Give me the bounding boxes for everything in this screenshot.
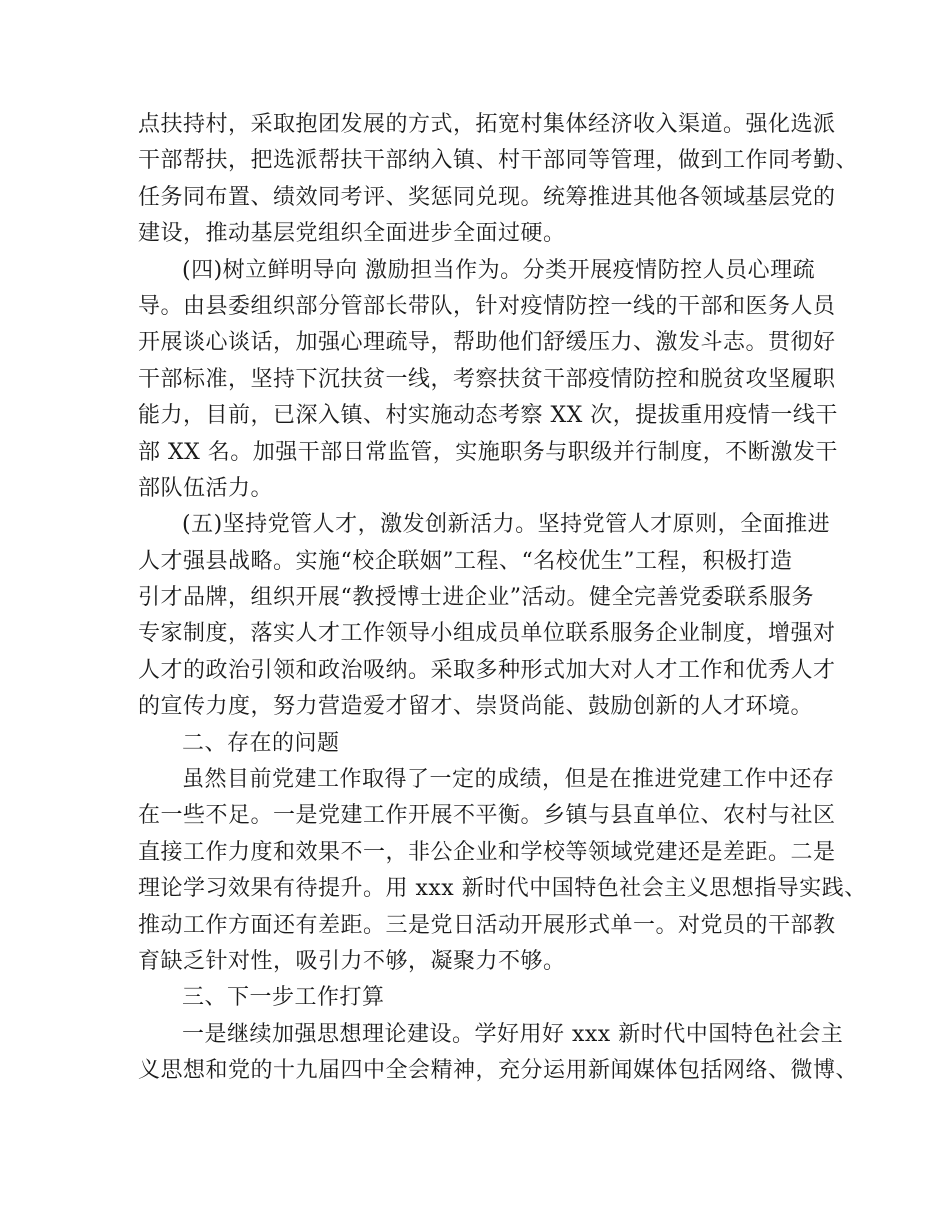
text-line: 推动工作方面还有差距。三是党日活动开展形式单一。对党员的干部教 — [138, 912, 836, 938]
text-line: 建设，推动基层党组织全面进步全面过硬。 — [138, 221, 566, 247]
text-line: 部队伍活力。 — [138, 475, 274, 501]
text-line: 义思想和党的十九届四中全会精神，充分运用新闻媒体包括网络、微博、 — [138, 1058, 859, 1084]
paragraph-heading-4: (四)树立鲜明导向 激励担当作为。分类开展疫情防控人员心理疏 — [182, 257, 816, 283]
text-line: 能力，目前，已深入镇、村实施动态考察 XX 次，提拔重用疫情一线干 — [138, 403, 838, 429]
text-line: 部 XX 名。加强干部日常监管，实施职务与职级并行制度，不断激发干 — [138, 439, 838, 465]
text-line: 导。由县委组织部分管部长带队，针对疫情防控一线的干部和医务人员 — [138, 293, 836, 319]
text-line: 干部帮扶，把选派帮扶干部纳入镇、村干部同等管理，做到工作同考勤、 — [138, 148, 859, 174]
text-line: 直接工作力度和效果不一，非公企业和学校等领域党建还是差距。二是 — [138, 839, 836, 865]
section-heading-next-steps: 三、下一步工作打算 — [182, 985, 385, 1011]
text-line: 理论学习效果有待提升。用 xxx 新时代中国特色社会主义思想指导实践、 — [138, 876, 867, 902]
text-line: 在一些不足。一是党建工作开展不平衡。乡镇与县直单位、农村与社区 — [138, 803, 836, 829]
document-body — [138, 107, 867, 1090]
section-heading-problems: 二、存在的问题 — [182, 730, 340, 756]
text-line: 育缺乏针对性，吸引力不够，凝聚力不够。 — [138, 948, 566, 974]
text-line: 专家制度，落实人才工作领导小组成员单位联系服务企业制度，增强对 — [138, 621, 836, 647]
paragraph-start: 虽然目前党建工作取得了一定的成绩，但是在推进党建工作中还存 — [182, 767, 835, 793]
text-line: 任务同布置、绩效同考评、奖惩同兑现。统筹推进其他各领域基层党的 — [138, 184, 836, 210]
text-line: 点扶持村，采取抱团发展的方式，拓宽村集体经济收入渠道。强化选派 — [138, 112, 836, 137]
text-line: 人才强县战略。实施“校企联姻”工程、“名校优生”工程，积极打造 — [138, 548, 793, 574]
text-line: 开展谈心谈话，加强心理疏导，帮助他们舒缓压力、激发斗志。贯彻好 — [138, 330, 836, 356]
text-line: 人才的政治引领和政治吸纳。采取多种形式加大对人才工作和优秀人才 — [138, 657, 836, 683]
text-line: 的宣传力度，努力营造爱才留才、崇贤尚能、鼓励创新的人才环境。 — [138, 694, 814, 720]
paragraph-heading-5: (五)坚持党管人才，激发创新活力。坚持党管人才原则，全面推进 — [182, 512, 831, 538]
text-line: 引才品牌，组织开展“教授博士进企业”活动。健全完善党委联系服务 — [138, 585, 814, 611]
paragraph-start: 一是继续加强思想理论建设。学好用好 xxx 新时代中国特色社会主 — [182, 1021, 844, 1047]
text-line: 干部标准，坚持下沉扶贫一线，考察扶贫干部疫情防控和脱贫攻坚履职 — [138, 366, 836, 392]
